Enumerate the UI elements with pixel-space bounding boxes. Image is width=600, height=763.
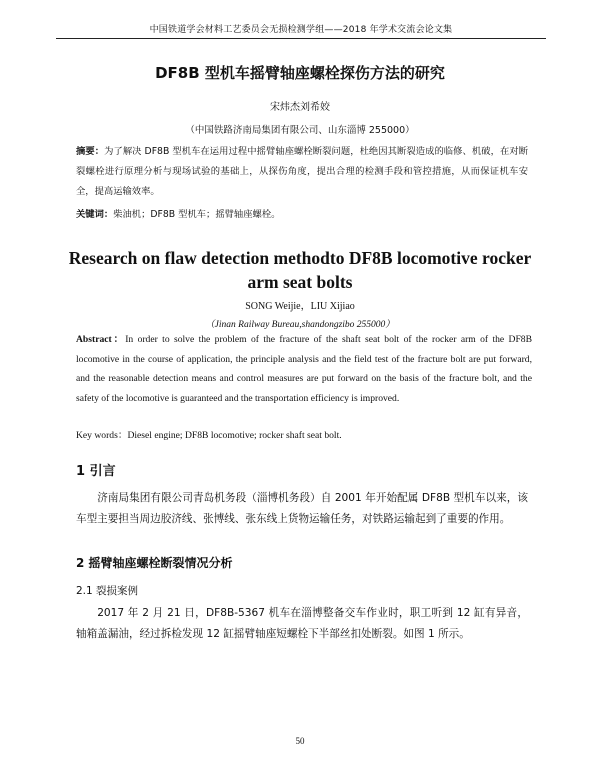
header-rule — [56, 38, 546, 39]
section-2-1-paragraph: 2017 年 2 月 21 日，DF8B-5367 机车在淄博整备交车作业时，职工听到 12 缸有异音，轴箱盖漏油，经过拆检发现 12 缸摇臂轴座短螺栓下半部丝扣处断裂。如图 1 所示。 — [76, 607, 528, 640]
english-authors: SONG Weijie，LIU Xijiao — [245, 301, 355, 312]
section-1-paragraph: 济南局集团有限公司青岛机务段（淄博机务段）自 2001 年开始配属 DF8B 型机车以来，该车型主要担当周边胶济线、张博线、张东线上货物运输任务，对铁路运输起到了重要的作用。 — [76, 492, 528, 525]
english-abstract-text: In order to solve the problem of the fracture of the shaft seat bolt of the rocker arm of the DF8B locomotive in the course of application, the principle analysis and the field test of the fracture bolt are put forward, and the reasonable detection means and control measures are put forward on the basis of the fracture bolt, and the safety of the locomotive is guaranteed and the transportation efficiency is improved. — [76, 334, 533, 404]
english-abstract — [76, 330, 532, 408]
chinese-title: DF8B 型机车摇臂轴座螺栓探伤方法的研究 — [155, 64, 445, 82]
english-abstract-label: Abstract： — [76, 334, 126, 345]
chinese-abstract-label: 摘要： — [76, 146, 105, 157]
chinese-keywords-text: 柴油机；DF8B 型机车；摇臂轴座螺栓。 — [113, 209, 281, 220]
running-header: 中国铁道学会材料工艺委员会无损检测学组——2018 年学术交流会论文集 — [149, 25, 453, 35]
english-keywords-label: Key words： — [76, 430, 128, 441]
english-keywords — [76, 427, 532, 445]
section-1-heading: 1 引言 — [76, 464, 116, 479]
english-title: Research on flaw detection methodto DF8B locomotive rocker arm seat bolts — [68, 248, 532, 292]
chinese-affiliation: （中国铁路济南局集团有限公司、山东淄博 255000） — [185, 125, 415, 136]
chinese-keywords-label: 关键词： — [76, 209, 114, 220]
chinese-authors: 宋炜杰刘希姣 — [270, 102, 330, 113]
page-number: 50 — [295, 736, 305, 746]
section-2-heading: 2 摇臂轴座螺栓断裂情况分析 — [76, 556, 233, 570]
chinese-abstract-text: 为了解决 DF8B 型机车在运用过程中摇臂轴座螺栓断裂问题，杜绝因其断裂造成的临修、机破，在对断裂螺栓进行原理分析与现场试验的基础上，从探伤角度，提出合理的检测手段和管控措施，从而保证机车安全，提高运输效率。 — [76, 146, 528, 197]
section-2-1-heading: 2.1 裂损案例 — [76, 585, 139, 597]
english-keywords-text: Diesel engine; DF8B locomotive; rocker shaft seat bolt. — [127, 430, 342, 441]
chinese-keywords — [76, 206, 528, 224]
english-affiliation: （Jinan Railway Bureau,shandongzibo 255000） — [205, 320, 395, 330]
chinese-abstract — [76, 142, 528, 202]
